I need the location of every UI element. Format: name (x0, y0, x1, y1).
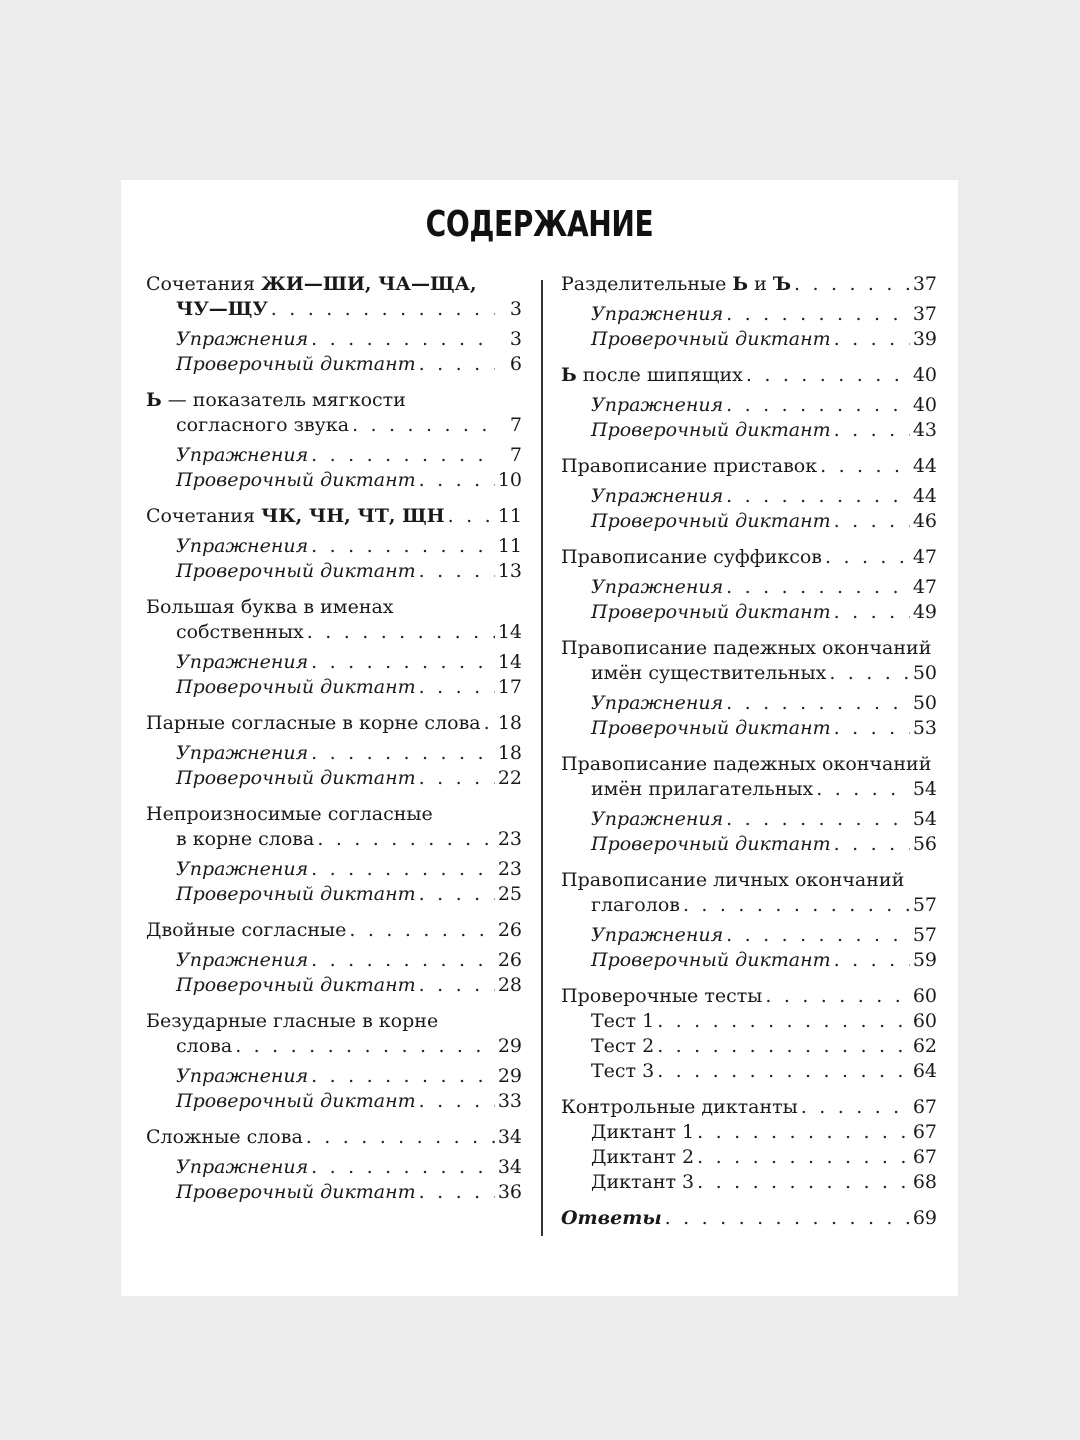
page-number: 26 (497, 949, 522, 971)
page-number: 62 (912, 1035, 937, 1057)
heading-bold-text: Ь (146, 389, 162, 411)
toc-entry-exercises[interactable] (146, 1064, 522, 1089)
toc-entry[interactable] (561, 893, 937, 918)
page-number: 40 (912, 364, 937, 386)
entry-label: Контрольные диктанты (561, 1096, 798, 1118)
dot-leader (726, 302, 910, 327)
page-number: 7 (509, 444, 522, 466)
dot-leader (834, 418, 910, 443)
toc-entry-exercises[interactable] (561, 575, 937, 600)
toc-entry-dictation[interactable] (561, 509, 937, 534)
dot-leader (307, 620, 495, 645)
toc-entry[interactable] (146, 827, 522, 852)
page-title: СОДЕРЖАНИЕ (425, 204, 654, 245)
entry-label: Проверочный диктант (176, 676, 416, 698)
entry-label: Правописание суффиксов (561, 546, 822, 568)
toc-entry-exercises[interactable] (561, 923, 937, 948)
page-number: 47 (912, 576, 937, 598)
dot-leader (448, 504, 495, 529)
page-number: 3 (509, 298, 522, 320)
entry-label: Проверочный диктант (176, 974, 416, 996)
page-number: 53 (912, 717, 937, 739)
entry-label: слова (176, 1035, 233, 1057)
page-number: 44 (912, 485, 937, 507)
toc-section (146, 388, 522, 493)
toc-entry-dictation[interactable] (146, 352, 522, 377)
dot-leader (419, 882, 495, 907)
entry-label: глаголов (591, 894, 680, 916)
page-number: 23 (497, 858, 522, 880)
toc-section (561, 1206, 937, 1231)
page-number: 18 (497, 742, 522, 764)
page-number: 26 (497, 919, 522, 941)
entry-label: Упражнения (591, 303, 724, 325)
entry-label: и (748, 273, 773, 295)
dot-leader (683, 893, 910, 918)
toc-left-column (146, 272, 522, 1216)
heading-text: Сочетания (146, 273, 261, 295)
entry-label: Двойные согласные (146, 919, 347, 941)
heading-bold-text: ЖИ—ШИ, ЧА—ЩА, (260, 273, 477, 295)
dot-leader (311, 327, 495, 352)
page-number: 14 (497, 621, 522, 643)
toc-entry-dictation[interactable] (561, 327, 937, 352)
page-number: 22 (497, 767, 522, 789)
dot-leader (697, 1120, 910, 1145)
toc-entry-dictation[interactable] (146, 675, 522, 700)
entry-label: Проверочный диктант (591, 717, 831, 739)
toc-entry-dictation[interactable] (146, 973, 522, 998)
entry-label: Упражнения (176, 1065, 309, 1087)
page-number: 17 (497, 676, 522, 698)
dot-leader (419, 1089, 495, 1114)
toc-section (561, 272, 937, 352)
dot-leader (834, 832, 910, 857)
dot-leader (816, 777, 910, 802)
dot-leader (726, 691, 910, 716)
page-number: 67 (912, 1121, 937, 1143)
page-number: 34 (497, 1156, 522, 1178)
page-number: 34 (497, 1126, 522, 1148)
dot-leader (834, 600, 910, 625)
toc-entry-dictation[interactable] (561, 1145, 937, 1170)
entry-label: Упражнения (176, 742, 309, 764)
toc-entry-test[interactable] (561, 1009, 937, 1034)
entry-label: Проверочный диктант (591, 328, 831, 350)
page-number: 3 (509, 328, 522, 350)
toc-entry-dictation[interactable] (146, 559, 522, 584)
dot-leader (657, 1009, 910, 1034)
dot-leader (311, 534, 495, 559)
toc-entry-dictation[interactable] (146, 468, 522, 493)
page-number: 29 (497, 1065, 522, 1087)
dot-leader (419, 1180, 495, 1205)
entry-label: в корне слова (176, 828, 315, 850)
toc-entry-exercises[interactable] (146, 327, 522, 352)
dot-leader (726, 484, 910, 509)
dot-leader (419, 468, 495, 493)
entry-label: Проверочный диктант (176, 469, 416, 491)
dot-leader (311, 948, 495, 973)
page-number: 13 (497, 560, 522, 582)
entry-bold-label: Ь (732, 273, 749, 295)
entry-label: Проверочный диктант (591, 510, 831, 532)
entry-label: Упражнения (176, 328, 309, 350)
toc-entry-exercises[interactable] (146, 534, 522, 559)
page-number: 18 (497, 712, 522, 734)
dot-leader (834, 716, 910, 741)
page-number: 56 (912, 833, 937, 855)
entry-label: Упражнения (591, 485, 724, 507)
entry-label: Упражнения (591, 924, 724, 946)
entry-label: Проверочный диктант (176, 883, 416, 905)
entry-label: Диктант 3 (591, 1171, 695, 1193)
toc-section (561, 363, 937, 443)
page-number: 54 (912, 808, 937, 830)
page-number: 54 (912, 778, 937, 800)
toc-entry-dictation[interactable] (561, 1120, 937, 1145)
dot-leader (746, 363, 910, 388)
entry-label: Упражнения (176, 1156, 309, 1178)
toc-heading (146, 388, 522, 413)
entry-label: Правописание приставок (561, 455, 818, 477)
dot-leader (657, 1059, 910, 1084)
dot-leader (697, 1145, 910, 1170)
toc-entry-dictation[interactable] (561, 418, 937, 443)
entry-bold-label: ЧК, ЧН, ЧТ, ЩН (260, 505, 445, 527)
toc-entry[interactable] (146, 413, 522, 438)
toc-entry-exercises[interactable] (146, 857, 522, 882)
toc-section (561, 752, 937, 857)
toc-section (561, 636, 937, 741)
page-number: 14 (497, 651, 522, 673)
toc-entry[interactable] (561, 272, 937, 297)
page-number: 68 (912, 1171, 937, 1193)
toc-entry-exercises[interactable] (561, 807, 937, 832)
page-number: 60 (912, 985, 937, 1007)
toc-entry-exercises[interactable] (146, 650, 522, 675)
entry-label: Ответы (561, 1207, 662, 1229)
dot-leader (235, 1034, 495, 1059)
entry-label: Проверочные тесты (561, 985, 763, 1007)
page-number: 47 (912, 546, 937, 568)
page-number: 60 (912, 1010, 937, 1032)
book-page (121, 180, 958, 1296)
toc-heading: Правописание падежных окончаний (561, 753, 932, 775)
page-number: 25 (497, 883, 522, 905)
toc-entry-dictation[interactable] (146, 882, 522, 907)
dot-leader (419, 352, 495, 377)
page-number: 50 (912, 692, 937, 714)
page-number: 28 (497, 974, 522, 996)
page-number: 57 (912, 894, 937, 916)
toc-section (561, 454, 937, 534)
page-number: 11 (497, 535, 522, 557)
page-number: 29 (497, 1035, 522, 1057)
toc-section (146, 504, 522, 584)
entry-label: Проверочный диктант (176, 1181, 416, 1203)
page-number: 69 (912, 1207, 937, 1229)
dot-leader (311, 741, 495, 766)
toc-section (146, 1125, 522, 1205)
page-number: 7 (509, 414, 522, 436)
toc-heading: Большая буква в именах (146, 596, 394, 618)
toc-section (146, 802, 522, 907)
entry-label: после шипящих (576, 364, 743, 386)
toc-entry[interactable] (146, 504, 522, 529)
page-number: 64 (912, 1060, 937, 1082)
toc-right-column (561, 272, 937, 1242)
entry-label: Диктант 2 (591, 1146, 695, 1168)
page-number: 43 (912, 419, 937, 441)
toc-entry[interactable] (146, 620, 522, 645)
toc-entry[interactable] (561, 454, 937, 479)
entry-label: Упражнения (591, 394, 724, 416)
dot-leader (311, 650, 495, 675)
dot-leader (665, 1206, 910, 1231)
entry-label: Упражнения (591, 576, 724, 598)
dot-leader (697, 1170, 910, 1195)
heading-text: — показатель мягкости (161, 389, 406, 411)
dot-leader (484, 711, 495, 736)
entry-label: Диктант 1 (591, 1121, 695, 1143)
page-number: 67 (912, 1096, 937, 1118)
entry-label: Сочетания (146, 505, 261, 527)
dot-leader (834, 327, 910, 352)
toc-entry-test[interactable] (561, 1034, 937, 1059)
toc-section (146, 595, 522, 700)
toc-entry-dictation[interactable] (561, 716, 937, 741)
entry-label: Проверочный диктант (176, 560, 416, 582)
entry-label: Упражнения (176, 535, 309, 557)
dot-leader (794, 272, 910, 297)
dot-leader (726, 923, 910, 948)
toc-section (146, 1009, 522, 1114)
page-number: 46 (912, 510, 937, 532)
toc-heading: Безударные гласные в корне (146, 1010, 439, 1032)
dot-leader (352, 413, 495, 438)
dot-leader (306, 1125, 495, 1150)
toc-entry-exercises[interactable] (561, 691, 937, 716)
dot-leader (271, 297, 495, 322)
dot-leader (726, 575, 910, 600)
page-number: 33 (497, 1090, 522, 1112)
toc-entry-exercises[interactable] (561, 302, 937, 327)
entry-label: Сложные слова (146, 1126, 303, 1148)
toc-entry[interactable] (561, 1095, 937, 1120)
entry-label: ЧУ—ЩУ (176, 298, 268, 320)
toc-section (561, 545, 937, 625)
toc-entry-exercises[interactable] (146, 741, 522, 766)
toc-entry[interactable] (561, 777, 937, 802)
toc-entry[interactable] (561, 984, 937, 1009)
toc-heading: Правописание падежных окончаний (561, 637, 932, 659)
page-number: 37 (912, 303, 937, 325)
dot-leader (311, 1155, 495, 1180)
toc-entry-exercises[interactable] (146, 443, 522, 468)
dot-leader (311, 857, 495, 882)
toc-entry-exercises[interactable] (561, 393, 937, 418)
dot-leader (825, 545, 910, 570)
toc-heading (146, 272, 522, 297)
entry-label: Проверочный диктант (591, 833, 831, 855)
entry-label: собственных (176, 621, 304, 643)
toc-entry-exercises[interactable] (146, 948, 522, 973)
toc-entry-dictation[interactable] (561, 1170, 937, 1195)
toc-entry[interactable] (561, 545, 937, 570)
entry-label: Упражнения (176, 444, 309, 466)
entry-label: имён прилагательных (591, 778, 814, 800)
dot-leader (726, 393, 910, 418)
toc-entry[interactable] (146, 1125, 522, 1150)
toc-entry-answers[interactable] (561, 1206, 937, 1231)
entry-label: Упражнения (591, 692, 724, 714)
toc-section (561, 984, 937, 1084)
toc-entry-test[interactable] (561, 1059, 937, 1084)
entry-label: Тест 1 (591, 1010, 655, 1032)
entry-label: Проверочный диктант (176, 353, 416, 375)
toc-entry[interactable] (146, 297, 522, 322)
toc-section (146, 918, 522, 998)
dot-leader (834, 509, 910, 534)
entry-label: Проверочный диктант (591, 949, 831, 971)
toc-section (146, 711, 522, 791)
page-number: 37 (912, 273, 937, 295)
toc-entry-dictation[interactable] (561, 600, 937, 625)
entry-label: Упражнения (591, 808, 724, 830)
dot-leader (419, 766, 495, 791)
dot-leader (311, 1064, 495, 1089)
entry-label: Проверочный диктант (176, 1090, 416, 1112)
entry-label: Проверочный диктант (591, 601, 831, 623)
dot-leader (726, 807, 910, 832)
toc-entry-dictation[interactable] (561, 832, 937, 857)
dot-leader (829, 661, 910, 686)
entry-label: Упражнения (176, 949, 309, 971)
toc-entry[interactable] (561, 661, 937, 686)
page-number: 44 (912, 455, 937, 477)
entry-label: Тест 3 (591, 1060, 655, 1082)
page-number: 36 (497, 1181, 522, 1203)
page-number: 23 (497, 828, 522, 850)
entry-label: согласного звука (176, 414, 350, 436)
page-number: 40 (912, 394, 937, 416)
dot-leader (419, 559, 495, 584)
toc-entry-dictation[interactable] (561, 948, 937, 973)
toc-entry[interactable] (146, 918, 522, 943)
entry-bold-label: Ъ (772, 273, 792, 295)
dot-leader (419, 675, 495, 700)
page-number: 50 (912, 662, 937, 684)
toc-heading: Правописание личных окончаний (561, 869, 905, 891)
page-number: 10 (497, 469, 522, 491)
column-divider (541, 280, 543, 1236)
entry-bold-label: Ь (561, 364, 577, 386)
toc-section (146, 272, 522, 377)
entry-label: Тест 2 (591, 1035, 655, 1057)
dot-leader (419, 973, 495, 998)
dot-leader (311, 443, 495, 468)
entry-label: Упражнения (176, 858, 309, 880)
dot-leader (765, 984, 909, 1009)
page-number: 57 (912, 924, 937, 946)
toc-heading: Непроизносимые согласные (146, 803, 433, 825)
toc-entry-dictation[interactable] (146, 1180, 522, 1205)
dot-leader (801, 1095, 910, 1120)
toc-entry[interactable] (561, 363, 937, 388)
dot-leader (820, 454, 910, 479)
toc-section (561, 1095, 937, 1195)
dot-leader (349, 918, 494, 943)
entry-label: Парные согласные в корне слова (146, 712, 481, 734)
toc-entry-dictation[interactable] (146, 766, 522, 791)
toc-entry[interactable] (146, 711, 522, 736)
toc-section (561, 868, 937, 973)
entry-label: Проверочный диктант (591, 419, 831, 441)
toc-entry-exercises[interactable] (146, 1155, 522, 1180)
page-number: 6 (509, 353, 522, 375)
entry-label: Проверочный диктант (176, 767, 416, 789)
dot-leader (317, 827, 494, 852)
page-number: 59 (912, 949, 937, 971)
toc-entry-dictation[interactable] (146, 1089, 522, 1114)
toc-entry-exercises[interactable] (561, 484, 937, 509)
entry-label: Упражнения (176, 651, 309, 673)
page-number: 11 (497, 505, 522, 527)
toc-entry[interactable] (146, 1034, 522, 1059)
dot-leader (657, 1034, 910, 1059)
page-number: 39 (912, 328, 937, 350)
entry-label: Разделительные (561, 273, 733, 295)
page-number: 49 (912, 601, 937, 623)
entry-label: имён существительных (591, 662, 827, 684)
dot-leader (834, 948, 910, 973)
page-number: 67 (912, 1146, 937, 1168)
